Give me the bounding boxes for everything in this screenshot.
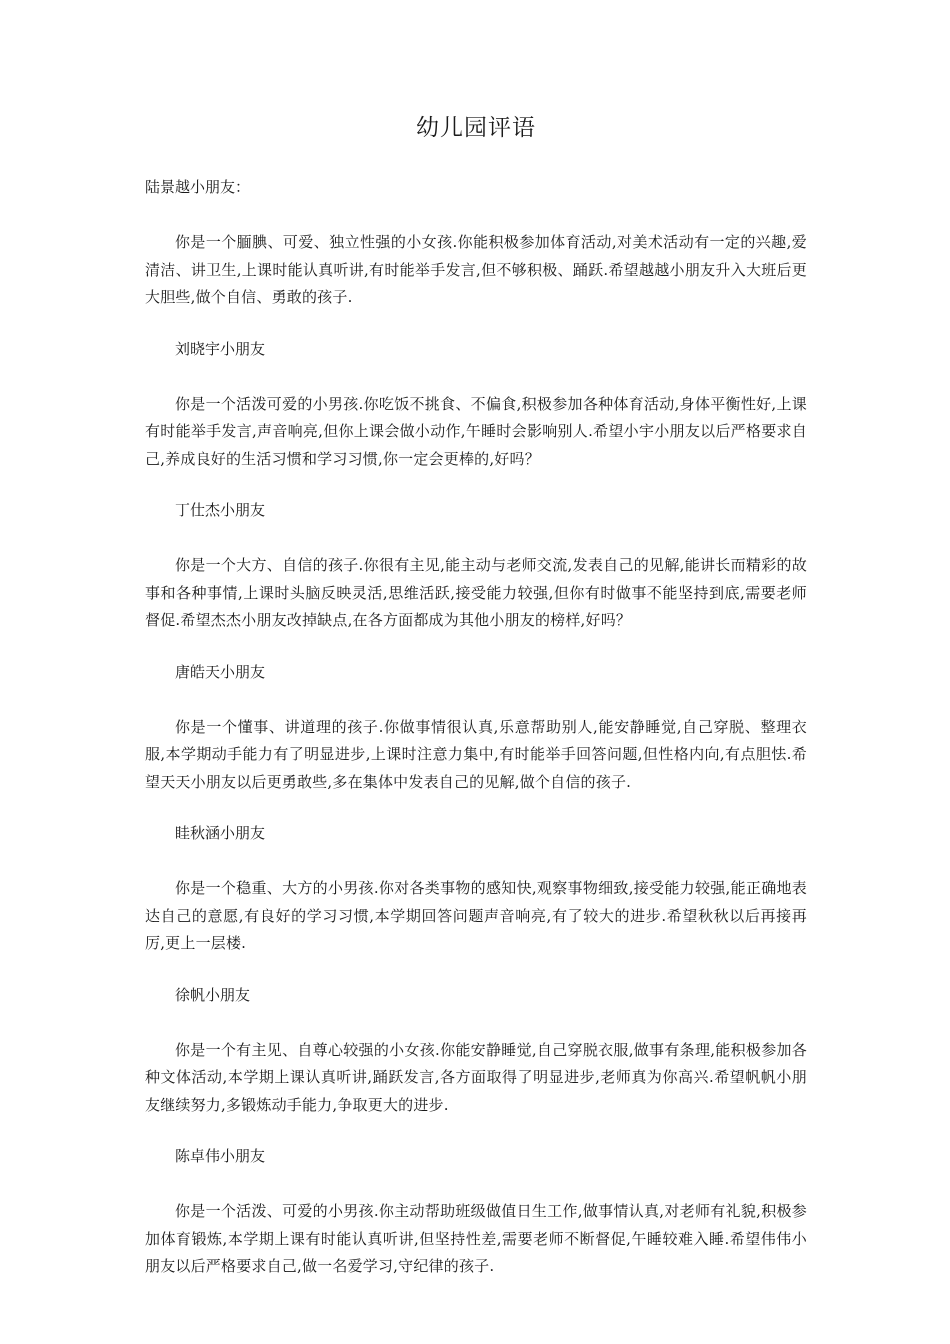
document-page xyxy=(145,108,807,1305)
entry-name-2: 刘晓宇小朋友 xyxy=(175,339,266,358)
entry-text-6: 你是一个有主见、自尊心较强的小女孩.你能安静睡觉,自己穿脱衣服,做事有条理,能积极参加各种文体活动,本学期上课认真听讲,踊跃发言,各方面取得了明显进步,老师真为你高兴.希望帆帆小朋友继续努力,多锻炼动手能力,争取更大的进步. xyxy=(145,1040,807,1114)
salutation: 陆景越小朋友： xyxy=(145,178,251,196)
entry-text-2: 你是一个活泼可爱的小男孩.你吃饭不挑食、不偏食,积极参加各种体育活动,身体平衡性好,上课有时能举手发言,声音响亮,但你上课会做小动作,午睡时会影响别人.希望小宇小朋友以后严格要求自己,养成良好的生活习惯和学习习惯,你一定会更棒的,好吗？ xyxy=(145,394,807,468)
entry-name-4: 唐皓天小朋友 xyxy=(175,662,266,681)
entry-text-5: 你是一个稳重、大方的小男孩.你对各类事物的感知快,观察事物细致,接受能力较强,能正确地表达自己的意愿,有良好的学习习惯,本学期回答问题声音响亮,有了较大的进步.希望秋秋以后再接再厉,更上一层楼. xyxy=(145,879,807,952)
document-title: 幼儿园评语 xyxy=(416,115,536,141)
entry-name-5: 眭秋涵小朋友 xyxy=(175,824,266,842)
entry-text-4: 你是一个懂事、讲道理的孩子.你做事情很认真,乐意帮助别人,能安静睡觉,自己穿脱、整理衣服,本学期动手能力有了明显进步,上课时注意力集中,有时能举手回答问题,但性格内向,有点胆怯.希望天天小朋友以后更勇敢些,多在集体中发表自己的见解,做个自信的孩子. xyxy=(145,717,807,791)
entry-text-3: 你是一个大方、自信的孩子.你很有主见,能主动与老师交流,发表自己的见解,能讲长而精彩的故事和各种事情,上课时头脑反映灵活,思维活跃,接受能力较强,但你有时做事不能坚持到底,需要老师督促.希望杰杰小朋友改掉缺点,在各方面都成为其他小朋友的榜样,好吗？ xyxy=(145,556,807,629)
entry-text-7: 你是一个活泼、可爱的小男孩.你主动帮助班级做值日生工作,做事情认真,对老师有礼貌,积极参加体育锻炼,本学期上课有时能认真听讲,但坚持性差,需要老师不断督促,午睡较难入睡.希望伟伟小朋友以后严格要求自己,做一名爱学习,守纪律的孩子. xyxy=(145,1202,807,1275)
entry-name-3: 丁仕杰小朋友 xyxy=(175,501,266,519)
entry-text-1: 你是一个腼腆、可爱、独立性强的小女孩.你能积极参加体育活动,对美术活动有一定的兴趣,爱清洁、讲卫生,上课时能认真听讲,有时能举手发言,但不够积极、踊跃.希望越越小朋友升入大班后更大胆些,做个自信、勇敢的孩子. xyxy=(145,233,807,306)
entry-name-6: 徐帆小朋友 xyxy=(175,985,251,1004)
entry-name-7: 陈卓伟小朋友 xyxy=(175,1147,266,1165)
